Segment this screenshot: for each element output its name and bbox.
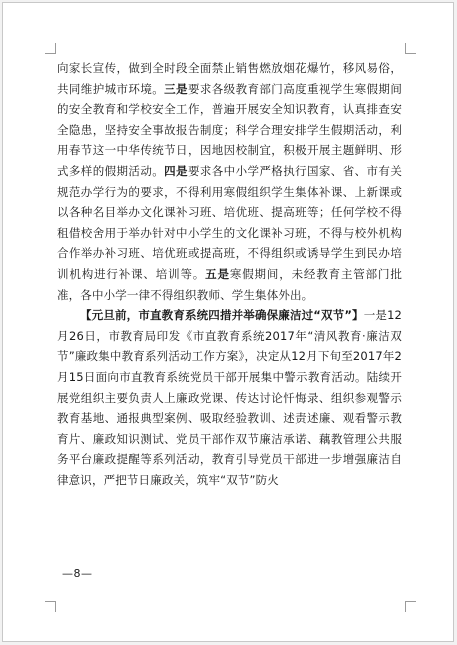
corner-mark-bottom-left: [45, 601, 56, 612]
point-label-five: 五是: [205, 266, 230, 281]
point-label-four: 四是: [164, 163, 188, 178]
paragraph-text: 寒假期间，未经教育主管部门批准，各中小学一律不得组织教师、学生集体外出。: [57, 266, 402, 302]
paragraph-text: 要求各中小学严格执行国家、省、市有关规范办学行为的要求，不得利用寒假组织学生集体补课、上新课或以各种名目举办文化课补习班、培优班、提高班等；任何学校不得租借校舍用于举办针对中小学生的文化课补习班，不得与校外机构合作举办补习班、培优班或提高班，不得组织或诱导学生到民办培训机构进行补课、培训等。: [57, 163, 402, 281]
point-label-three: 三是: [164, 81, 188, 96]
paragraph-text: 一是12月26日，市教育局印发《市直教育系统2017年“清风教育·廉洁双节”廉政集中教育系列活动工作方案》，决定从12月下旬至2017年2月15日面向市直教育系统党员干部开展集中警示教育活动。陆续开展党组织主要负责人上廉政党课、传达讨论忏悔录、组织参观警示教育基地、通报典型案例、吸取经验教训、述责述廉、观看警示教育片、廉政知识测试、党员干部作双节廉洁承诺、藕教管理公共服务平台廉政提醒等系列活动，教育引导党员干部进一步增强廉洁自律意识，严把节日廉政关，筑牢“双节”防火: [57, 308, 402, 487]
page-number: —8—: [62, 567, 93, 580]
corner-mark-top-left: [45, 43, 56, 54]
paragraph-text: 向家长宣传，做到全时段全面禁止销售燃放烟花爆竹，移风易俗，共同维护城市环境。: [57, 61, 402, 96]
document-body: [57, 58, 402, 490]
paragraph-text: 要求各级教育部门高度重视学生寒假期间的安全教育和学校安全工作，普遍开展安全知识教育，认真排查安全隐患，坚持安全事故报告制度；科学合理安排学生假期活动，利用春节这一中华传统节日，因地因校制宜，积极开展主题鲜明、形式多样的假期活动。: [57, 81, 402, 178]
section-heading: 【元旦前，市直教育系统四措并举确保廉洁过“双节”】: [80, 308, 364, 323]
paragraph-continuation: [57, 58, 402, 305]
paragraph-new-year: [57, 305, 402, 490]
corner-mark-bottom-right: [405, 601, 416, 612]
corner-mark-top-right: [405, 43, 416, 54]
